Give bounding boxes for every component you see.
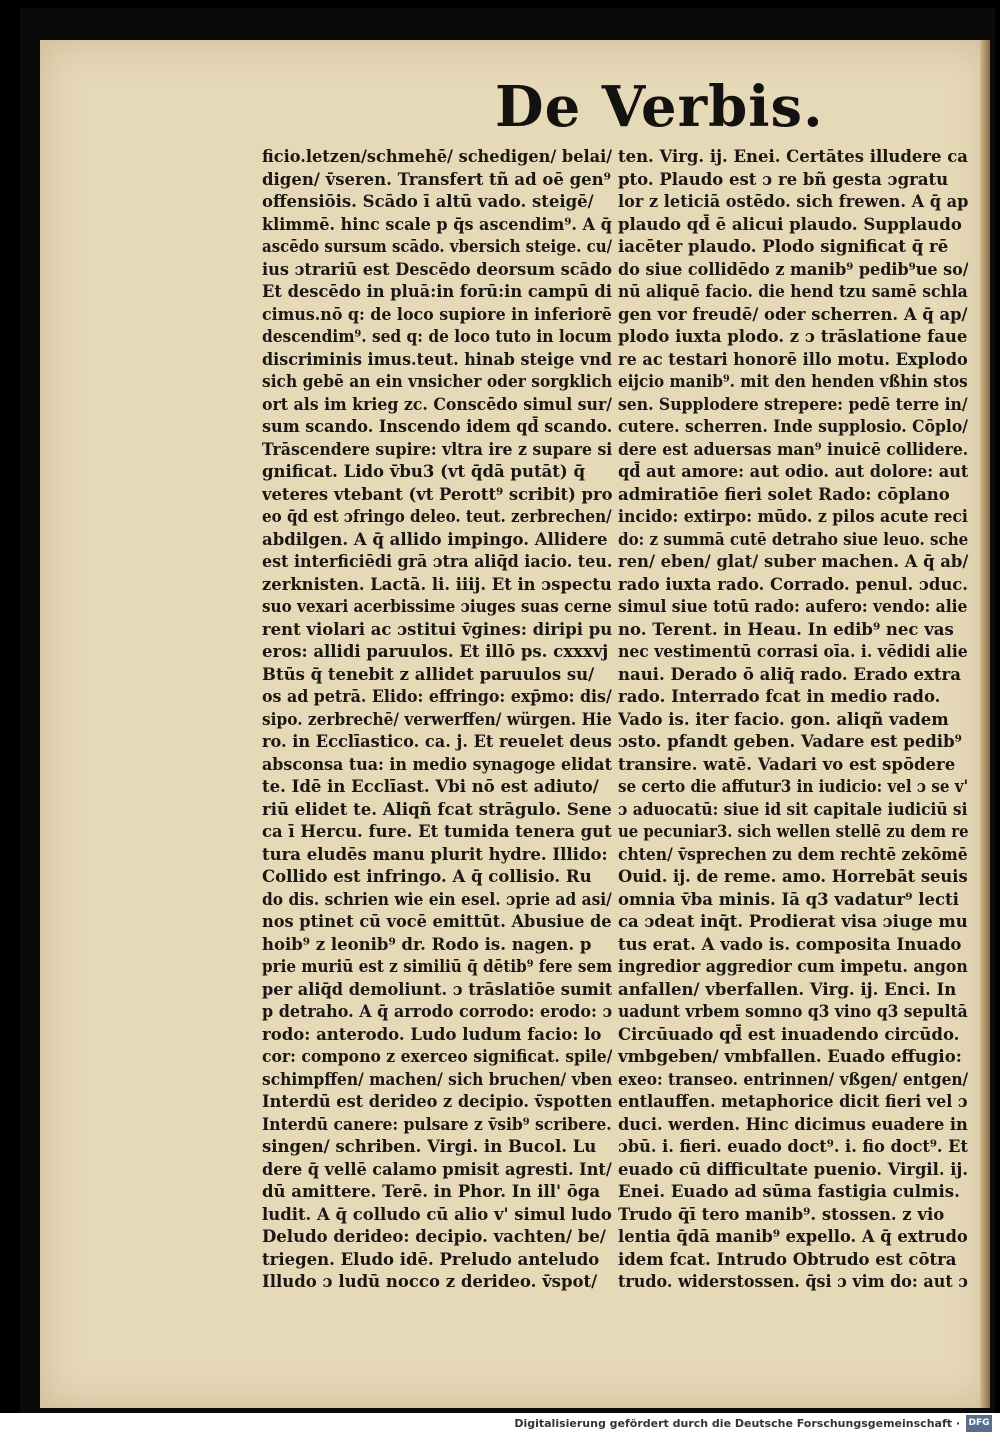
text-line: ficio.letzen/schmehē/ schedigen/ belai/ — [262, 147, 612, 166]
text-line: Ouid. ij. de reme. amo. Horrebāt seuis — [618, 867, 968, 886]
text-line: anfallen/ vberfallen. Virg. ij. Enci. In — [618, 979, 957, 999]
text-line: Illudo ɔ ludū nocco z derideo. v̄spot/ — [262, 1272, 598, 1291]
text-line: Et descēdo in pluā:in forū:in campū di — [262, 282, 612, 301]
text-line: euado cū difficultate puenio. Virgil. ij. — [618, 1159, 969, 1179]
text-line: Interdū est derideo z decipio. v̄spotten — [262, 1092, 612, 1111]
text-line: dere q̄ vellē calamo pmisit agresti. Int/ — [262, 1159, 612, 1179]
text-line: incido: extirpo: mūdo. z pilos acute reci — [618, 507, 968, 526]
text-line: qd̄ aut amore: aut odio. aut dolore: aut — [618, 462, 969, 481]
text-line: ren/ eben/ glat/ suber machen. A q̄ ab/ — [618, 552, 969, 571]
text-line: Circūuado qd̄ est inuadendo circūdo. — [618, 1024, 960, 1044]
text-line: dere est aduersas man⁹ inuicē collidere. — [618, 439, 968, 459]
footer-credit: Digitalisierung gefördert durch die Deutsche Forschungsgemeinschaft · — [514, 1417, 960, 1430]
text-line: vmbgeben/ vmbfallen. Euado effugio: — [618, 1047, 962, 1066]
text-line: Interdū canere: pulsare z v̄sib⁹ scribere. — [262, 1114, 612, 1134]
text-line: est interficiēdi grā ɔtra aliq̄d iacio. teu. — [262, 552, 612, 571]
text-line: per aliq̄d demoliunt. ɔ trāslatiōe sumit — [262, 979, 612, 999]
text-line: rado iuxta rado. Corrado. penul. ɔduc. — [618, 574, 968, 594]
text-line: ludit. A q̄ colludo cū alio v' simul ludo — [262, 1204, 612, 1224]
text-line: rado. Interrado fcat in medio rado. — [618, 687, 941, 706]
text-line: Btūs q̄ tenebit z allidet paruulos su/ — [262, 664, 595, 684]
text-line: Enei. Euado ad sūma fastigia culmis. — [618, 1182, 960, 1201]
text-line: Trudo q̄ī tero manib⁹. stossen. z vio — [618, 1204, 945, 1224]
text-line: ɔbū. i. fieri. euado doct⁹. i. fio doct⁹. Et — [618, 1137, 968, 1156]
text-line: os ad petrā. Elido: effringo: exp̄mo: dis/ — [262, 687, 612, 706]
text-line: cimus.nō q: de loco supiore in inferiorē — [262, 304, 612, 324]
text-line: ort als im krieg zc. Conscēdo simul sur/ — [262, 394, 613, 414]
text-line: duci. werden. Hinc dicimus euadere in — [618, 1114, 968, 1134]
text-line: triegen. Eludo idē. Preludo anteludo — [262, 1249, 600, 1269]
page-heading: De Verbis. — [495, 74, 824, 140]
text-line: absconsa tua: in medio synagoge elidat — [262, 754, 612, 774]
text-line: Vado is. iter facio. gon. aliqñ vadem — [618, 709, 949, 729]
text-line: sen. Supplodere strepere: pedē terre in/ — [618, 394, 968, 414]
text-line: lor z leticiā ostēdo. sich frewen. A q̄ ap — [618, 192, 969, 211]
text-line: ɔ aduocatū: siue id sit capitale iudiciū si — [618, 799, 968, 819]
text-line: admiratiōe fieri solet Rado: cōplano — [618, 484, 950, 504]
footer-bar — [0, 1413, 1000, 1435]
text-line: naui. Derado ō aliq̄ rado. Erado extra — [618, 664, 961, 684]
text-line: rodo: anterodo. Ludo ludum facio: lo — [262, 1024, 602, 1044]
text-line: plodo iuxta plodo. z ɔ trāslatione faue — [618, 327, 968, 346]
dfg-logo: DFG — [966, 1415, 992, 1432]
text-line: plaudo qd̄ ē alicui plaudo. Supplaudo — [618, 214, 962, 234]
text-line: eo q̄d est ɔfringo deleo. teut. zerbrechen/ — [262, 507, 612, 526]
text-line: zerknisten. Lactā. li. iiij. Et in ɔspectu — [262, 574, 612, 594]
text-line: dū amittere. Terē. in Phor. In ill' ōga — [262, 1182, 601, 1201]
text-line: prie muriū est z similiū q̄ dētib⁹ fere sem — [262, 957, 612, 976]
text-line: no. Terent. in Heau. In edib⁹ nec vas — [618, 619, 954, 639]
text-line: tura eludēs manu plurit hydre. Illido: — [262, 844, 608, 864]
text-line: Collido est infringo. A q̄ collisio. Ru — [262, 867, 592, 886]
text-line: abdilgen. A q̄ allido impingo. Allidere — [262, 529, 608, 549]
text-line: discriminis imus.teut. hinab steige vnd — [262, 349, 612, 369]
text-line: chten/ v̄sprechen zu dem rechtē zekōmē — [618, 844, 968, 864]
text-line: nos ptinet cū vocē emittūt. Abusiue de — [262, 912, 612, 931]
text-line: idem fcat. Intrudo Obtrudo est cōtra — [618, 1249, 957, 1269]
text-line: ca ī Hercu. fure. Et tumida tenera gut — [262, 822, 612, 841]
text-line: sipo. zerbrechē/ verwerffen/ würgen. Hie — [262, 709, 612, 729]
text-line: cutere. scherren. Inde supplosio. Cōplo/ — [618, 417, 968, 436]
text-line: do dis. schrien wie ein esel. ɔprie ad asi/ — [262, 889, 612, 909]
text-line: ascēdo sursum scādo. vbersich steige. cu/ — [262, 237, 613, 256]
text-line: re ac testari honorē illo motu. Explodo — [618, 349, 968, 369]
text-line: te. Idē in Ecclīast. Vbi nō est adiuto/ — [262, 777, 599, 796]
text-line: offensiōis. Scādo ī altū vado. steigē/ — [262, 192, 594, 211]
text-line: iacēter plaudo. Plodo significat q̄ rē — [618, 237, 949, 256]
text-line: hoib⁹ z leonib⁹ dr. Rodo is. nagen. p — [262, 934, 592, 954]
text-line: klimmē. hinc scale p q̄s ascendim⁹. A q̄ — [262, 214, 612, 234]
page-edge — [980, 40, 990, 1408]
text-line: tus erat. A vado is. composita Inuado — [618, 934, 962, 954]
text-line: omnia v̄ba minis. Iā q3 vadatur⁹ lecti — [618, 889, 959, 909]
text-line: do siue collidēdo z manib⁹ pedib⁹ue so/ — [618, 259, 969, 279]
text-line: simul siue totū rado: aufero: vendo: alie — [618, 597, 968, 616]
text-line: sum scando. Inscendo idem qd̄ scando. — [262, 417, 612, 436]
text-line: singen/ schriben. Virgi. in Bucol. Lu — [262, 1137, 597, 1156]
right-text-column — [618, 146, 968, 1294]
text-line: ten. Virg. ij. Enei. Certātes illudere ca — [618, 147, 968, 166]
text-line: transire. watē. Vadari vo est spōdere — [618, 754, 956, 774]
text-line: Deludo derideo: decipio. vachten/ be/ — [262, 1227, 606, 1246]
text-line: ue pecuniar3. sich wellen stellē zu dem re — [618, 822, 969, 841]
text-line: eros: allidi paruulos. Et illō ps. cxxxvj — [262, 642, 609, 661]
text-line: ca ɔdeat inq̄t. Prodierat visa ɔiuge mu — [618, 912, 968, 931]
text-line: exeo: transeo. entrinnen/ vßgen/ entgen/ — [618, 1069, 969, 1089]
text-line: digen/ v̄seren. Transfert tñ ad oē gen⁹ — [262, 169, 611, 189]
text-line: gnificat. Lido v̄bu3 (vt q̄dā putāt) q̄ — [262, 462, 585, 481]
text-line: veteres vtebant (vt Perott⁹ scribit) pro — [262, 484, 613, 504]
text-line: se certo die affutur3 in iudicio: vel ɔ se v' — [618, 777, 968, 796]
text-line: gen vor freudē/ oder scherren. A q̄ ap/ — [618, 304, 968, 324]
text-line: cor: compono z exerceo significat. spile/ — [262, 1047, 613, 1066]
text-line: trudo. widerstossen. q̄si ɔ vim do: aut ɔ — [618, 1272, 968, 1291]
text-line: p detraho. A q̄ arrodo corrodo: erodo: ɔ — [262, 1002, 613, 1021]
text-line: do: z summā cutē detraho siue leuo. sche — [618, 529, 968, 549]
text-line: lentia q̄dā manib⁹ expello. A q̄ extrudo — [618, 1227, 968, 1246]
text-line: suo vexari acerbissime ɔiuges suas cerne — [262, 597, 612, 616]
text-line: riū elidet te. Aliqñ fcat strāgulo. Sene — [262, 799, 612, 819]
text-line: uadunt vrbem somno q3 vino q3 sepultā — [618, 1002, 968, 1021]
text-line: sich gebē an ein vnsicher oder sorgklich — [262, 372, 613, 391]
text-line: schimpffen/ machen/ sich bruchen/ vben — [262, 1069, 613, 1089]
text-line: pto. Plaudo est ɔ re bñ gesta ɔgratu — [618, 169, 949, 189]
text-line: descendim⁹. sed q: de loco tuto in locum — [262, 327, 612, 346]
text-line: ingredior aggredior cum impetu. angon — [618, 957, 968, 976]
left-text-column — [262, 146, 612, 1294]
text-line: ɔsto. pfandt geben. Vadare est pedib⁹ — [618, 732, 962, 751]
text-line: entlauffen. metaphorice dicit fieri vel ɔ — [618, 1092, 968, 1111]
text-line: nū aliquē facio. die hend tzu samē schla — [618, 282, 968, 301]
text-line: rent violari ac ɔstitui v̄gines: diripi pu — [262, 619, 612, 639]
text-line: ius ɔtrariū est Descēdo deorsum scādo — [262, 259, 613, 279]
text-line: eijcio manib⁹. mit den henden vßhin stos — [618, 372, 968, 391]
text-line: Trāscendere supire: vltra ire z supare si — [262, 439, 612, 459]
text-line: ro. in Ecclīastico. ca. j. Et reuelet deus — [262, 732, 612, 751]
text-line: nec vestimentū corrasi oīa. i. vēdidi alie — [618, 642, 968, 661]
